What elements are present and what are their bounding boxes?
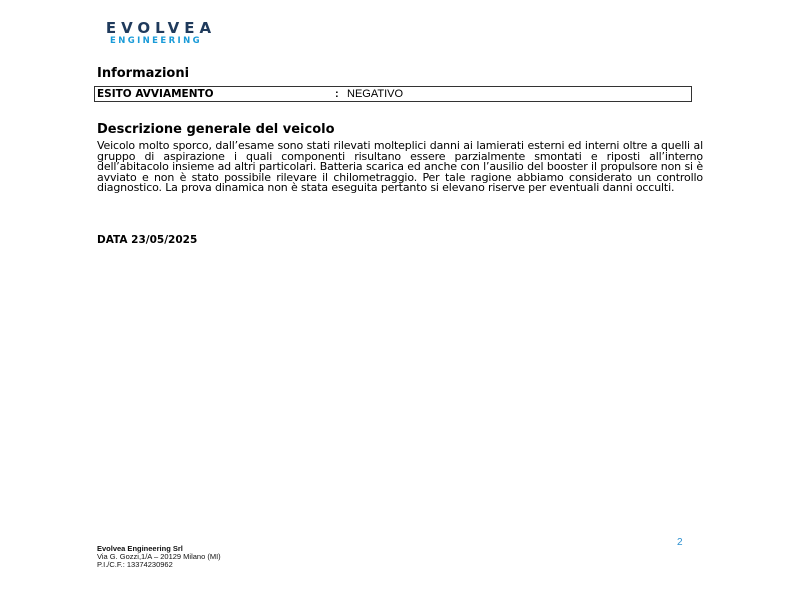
logo-brand-text: EVOLVEA bbox=[105, 19, 217, 37]
page-number: 2 bbox=[677, 537, 683, 548]
footer-company: Evolvea Engineering Srl bbox=[97, 544, 183, 553]
description-section-title: Descrizione generale del veicolo bbox=[97, 122, 335, 137]
info-label: ESITO AVVIAMENTO bbox=[97, 88, 214, 100]
page-footer bbox=[97, 545, 221, 570]
company-logo bbox=[96, 20, 226, 46]
footer-address: Via G. Gozzi,1/A – 20129 Milano (MI) bbox=[97, 552, 221, 562]
info-separator: : bbox=[335, 88, 339, 100]
info-section-title: Informazioni bbox=[97, 66, 190, 81]
info-value: NEGATIVO bbox=[347, 88, 404, 100]
report-date: DATA 23/05/2025 bbox=[97, 234, 198, 246]
logo-sub-text: ENGINEERING bbox=[110, 36, 202, 46]
vehicle-description: Veicolo molto sporco, dall’esame sono stati rilevati molteplici danni ai lamierati esterni ed interni oltre a quelli al gruppo di aspirazione i quali componenti risultano essere parzialmente smontati e riposti all’interno dell’abitacolo insieme ad altri particolari. Batteria scarica ed anche con l’ausilio del booster il propulsore non si è avviato e non è stato possibile rilevare il chilometraggio. Per tale ragione abbiamo considerato un controllo diagnostico. La prova dinamica non è stata eseguita pertanto si elevano riserve per eventuali danni occulti. bbox=[97, 139, 703, 195]
info-table bbox=[94, 86, 692, 102]
footer-vat: P.I./C.F.: 13374230962 bbox=[97, 560, 173, 570]
